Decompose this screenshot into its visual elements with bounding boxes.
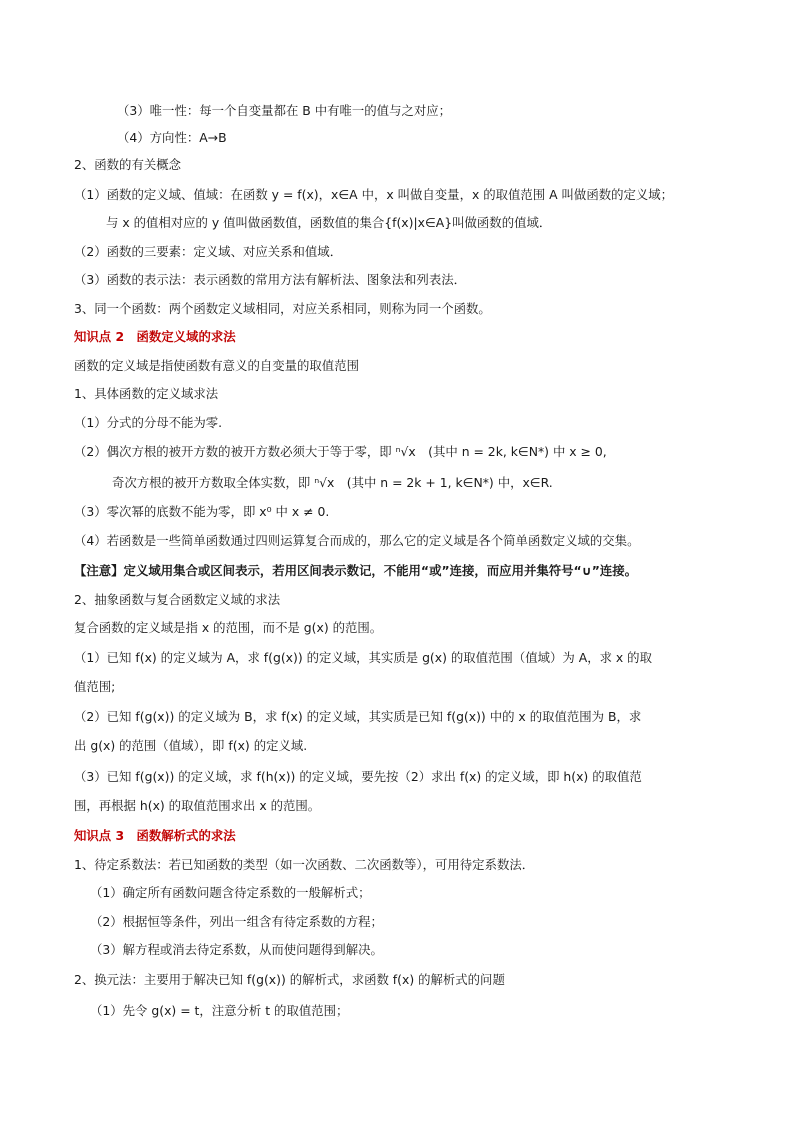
text-line: （3）唯一性：每一个自变量都在 B 中有唯一的值与之对应； [117, 103, 452, 118]
note-line: 【注意】定义域用集合或区间表示，若用区间表示数记，不能用“或”连接，而应用并集符号“∪”连接。 [74, 563, 638, 578]
text-line: 1、待定系数法：若已知函数的类型（如一次函数、二次函数等），可用待定系数法． [74, 857, 535, 872]
text-line: 围，再根据 h(x) 的取值范围求出 x 的范围。 [74, 798, 321, 813]
text-line: （1）已知 f(x) 的定义域为 A，求 f(g(x)) 的定义域，其实质是 g(x) 的取值范围（值域）为 A，求 x 的取 [74, 650, 652, 665]
text-line: （2）根据恒等条件，列出一组含有待定系数的方程； [90, 914, 383, 929]
text-line: （4）若函数是一些简单函数通过四则运算复合而成的，那么它的定义域是各个简单函数定义域的交集。 [74, 533, 640, 548]
text-line: （1）先令 g(x) = t，注意分析 t 的取值范围； [90, 1003, 349, 1018]
text-line: 复合函数的定义域是指 x 的范围，而不是 g(x) 的范围。 [74, 620, 383, 635]
text-line: （3）已知 f(g(x)) 的定义域，求 f(h(x)) 的定义域，要先按（2）求出 f(x) 的定义域，即 h(x) 的取值范 [74, 769, 642, 784]
text-line: 3、同一个函数：两个函数定义域相同，对应关系相同，则称为同一个函数。 [74, 301, 491, 316]
text-line: 1、具体函数的定义域求法 [74, 386, 219, 401]
text-line: （2）函数的三要素：定义域、对应关系和值域． [74, 244, 343, 259]
text-line: （1）分式的分母不能为零. [74, 415, 223, 430]
text-line: （3）零次幂的底数不能为零，即 x⁰ 中 x ≠ 0. [74, 504, 330, 519]
text-line: 与 x 的值相对应的 y 值叫做函数值，函数值的集合{f(x)|x∈A}叫做函数的值域． [106, 215, 552, 230]
text-line: 出 g(x) 的范围（值域），即 f(x) 的定义域. [74, 738, 308, 753]
text-line: （1）函数的定义域、值域：在函数 y = f(x)，x∈A 中，x 叫做自变量，x 的取值范围 A 叫做函数的定义域； [74, 187, 674, 202]
text-line: （1）确定所有函数问题含待定系数的一般解析式； [90, 885, 371, 900]
section-heading: 知识点 2 函数定义域的求法 [74, 329, 236, 344]
text-line: 2、换元法：主要用于解决已知 f(g(x)) 的解析式，求函数 f(x) 的解析式的问题 [74, 972, 505, 987]
text-line: 值范围; [74, 679, 116, 694]
text-line: 2、函数的有关概念 [74, 157, 182, 172]
text-line: 2、抽象函数与复合函数定义域的求法 [74, 592, 281, 607]
text-line: （2）已知 f(g(x)) 的定义域为 B，求 f(x) 的定义域，其实质是已知 f(g(x)) 中的 x 的取值范围为 B，求 [74, 709, 642, 724]
text-line: （3）解方程或消去待定系数，从而使问题得到解决。 [90, 942, 383, 957]
text-line: （2）偶次方根的被开方数的被开方数必须大于等于零，即 ⁿ√x (其中 n = 2k, k∈N*) 中 x ≥ 0, [74, 444, 607, 459]
section-heading: 知识点 3 函数解析式的求法 [74, 828, 236, 843]
text-line: （4）方向性：A→B [117, 130, 227, 145]
text-line: 奇次方根的被开方数取全体实数，即 ⁿ√x (其中 n = 2k + 1, k∈N*) 中，x∈R. [112, 475, 553, 490]
text-line: （3）函数的表示法：表示函数的常用方法有解析法、图象法和列表法． [74, 272, 466, 287]
text-line: 函数的定义域是指使函数有意义的自变量的取值范围 [74, 358, 359, 373]
